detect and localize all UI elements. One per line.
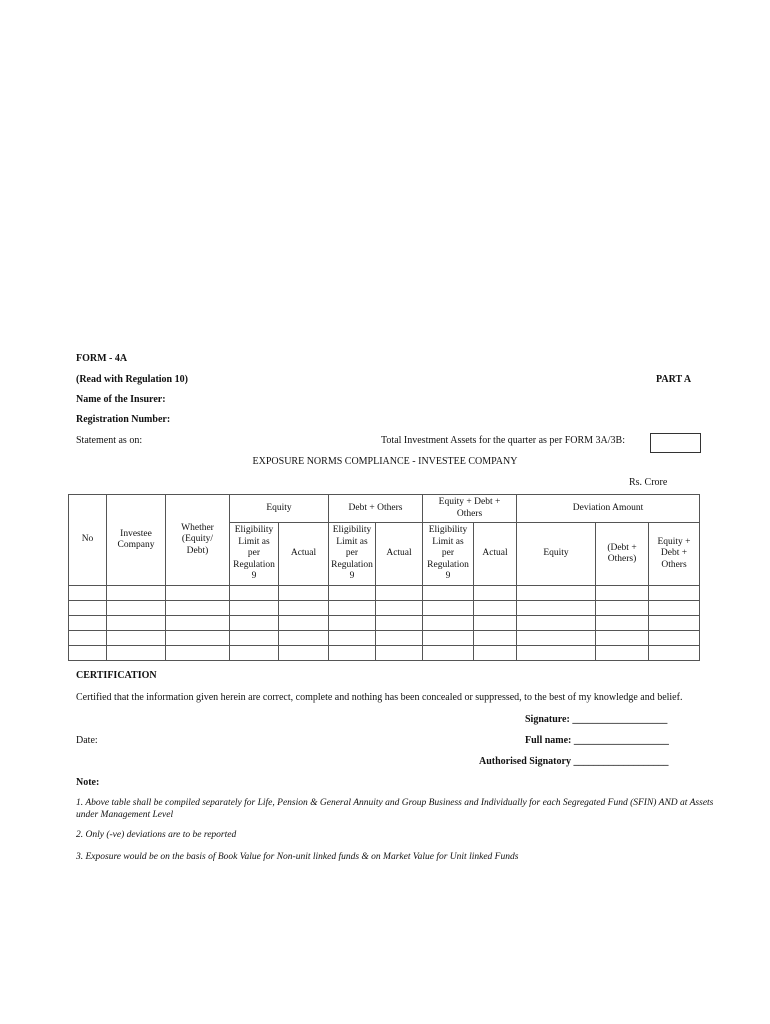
header-group-equity: Equity [230, 495, 329, 523]
table-cell[interactable] [423, 631, 474, 646]
table-cell[interactable] [474, 646, 517, 661]
table-cell[interactable] [517, 631, 596, 646]
header-group-equity-debt-others [423, 495, 517, 523]
note-3: 3. Exposure would be on the basis of Book Value for Non-unit linked funds & on Market Value for Unit linked Funds [76, 852, 519, 862]
note-2: 2. Only (-ve) deviations are to be reported [76, 830, 237, 840]
table-cell[interactable] [649, 646, 700, 661]
table-cell[interactable] [69, 646, 107, 661]
header-eligibility-limit [329, 523, 376, 586]
header-deviation-debt-others [596, 523, 649, 586]
header-text: 9 [251, 571, 257, 582]
table-cell[interactable] [329, 616, 376, 631]
table-cell[interactable] [107, 601, 166, 616]
header-text: Equity + [657, 536, 691, 547]
table-row [69, 616, 700, 631]
table-cell[interactable] [107, 586, 166, 601]
table-cell[interactable] [230, 646, 279, 661]
notes-heading: Note: [76, 777, 100, 788]
table-cell[interactable] [230, 586, 279, 601]
table-cell[interactable] [517, 601, 596, 616]
table-cell[interactable] [69, 601, 107, 616]
header-actual: Actual [474, 523, 517, 586]
header-text: Limit as [432, 536, 464, 547]
note-1: 1. Above table shall be compiled separately for Life, Pension & General Annuity and Group Business and Individually for each Segregated Fund (SFIN) AND at Assets under Management Level [76, 798, 714, 820]
table-cell[interactable] [474, 631, 517, 646]
header-text: Company [117, 540, 155, 550]
table-cell[interactable] [423, 646, 474, 661]
table-cell[interactable] [649, 601, 700, 616]
table-cell[interactable] [69, 616, 107, 631]
header-no: No [69, 495, 107, 586]
header-text: per [441, 548, 455, 559]
signature-line: Signature: ___________________ [525, 714, 668, 725]
header-text: (Debt + [607, 542, 637, 553]
certification-heading: CERTIFICATION [76, 670, 157, 681]
table-row [69, 601, 700, 616]
header-text: Debt) [186, 545, 209, 556]
table-cell[interactable] [596, 631, 649, 646]
header-actual: Actual [376, 523, 423, 586]
table-header-row-1 [69, 495, 700, 523]
statement-date-label: Statement as on: [76, 435, 143, 446]
table-cell[interactable] [649, 616, 700, 631]
header-text: Investee [120, 528, 152, 539]
header-text: Eligibility [428, 525, 468, 536]
table-cell[interactable] [69, 631, 107, 646]
header-text: Regulation [331, 559, 373, 570]
table-cell[interactable] [649, 586, 700, 601]
table-cell[interactable] [376, 646, 423, 661]
table-cell[interactable] [166, 631, 230, 646]
header-text: Others [661, 559, 687, 570]
header-text: Eligibility [234, 525, 274, 536]
header-text: Limit as [238, 536, 270, 547]
table-cell[interactable] [329, 631, 376, 646]
header-eligibility-limit [230, 523, 279, 586]
table-cell[interactable] [166, 646, 230, 661]
header-text: Equity + Debt + [438, 497, 501, 507]
header-text: 9 [349, 571, 355, 582]
table-cell[interactable] [230, 631, 279, 646]
table-cell[interactable] [329, 646, 376, 661]
table-row [69, 586, 700, 601]
table-cell[interactable] [423, 601, 474, 616]
table-cell[interactable] [230, 616, 279, 631]
total-assets-field[interactable] [650, 433, 701, 453]
table-row [69, 646, 700, 661]
header-text: Others) [607, 554, 637, 564]
table-cell[interactable] [279, 601, 329, 616]
table-cell[interactable] [596, 601, 649, 616]
table-cell[interactable] [376, 616, 423, 631]
table-cell[interactable] [376, 601, 423, 616]
table-cell[interactable] [423, 586, 474, 601]
authorised-signatory-line: Authorised Signatory ___________________ [479, 756, 669, 767]
table-cell[interactable] [166, 586, 230, 601]
table-cell[interactable] [474, 601, 517, 616]
table-cell[interactable] [596, 646, 649, 661]
table-cell[interactable] [107, 616, 166, 631]
header-text: (Equity/ [181, 534, 214, 545]
header-investee-company [107, 495, 166, 586]
table-cell[interactable] [279, 586, 329, 601]
header-eligibility-limit [423, 523, 474, 586]
table-cell[interactable] [649, 631, 700, 646]
table-cell[interactable] [107, 646, 166, 661]
table-cell[interactable] [329, 586, 376, 601]
table-cell[interactable] [69, 586, 107, 601]
full-name-line: Full name: ___________________ [525, 735, 669, 746]
table-row [69, 631, 700, 646]
table-cell[interactable] [517, 646, 596, 661]
header-deviation-equity: Equity [517, 523, 596, 586]
header-text: Regulation [233, 559, 275, 570]
header-group-debt-others: Debt + Others [329, 495, 423, 523]
table-cell[interactable] [107, 631, 166, 646]
header-actual: Actual [279, 523, 329, 586]
table-cell[interactable] [376, 586, 423, 601]
regulation-reference: (Read with Regulation 10) [76, 374, 188, 385]
table-cell[interactable] [166, 616, 230, 631]
form-title: FORM - 4A [76, 353, 128, 364]
table-cell[interactable] [423, 616, 474, 631]
table-cell[interactable] [474, 616, 517, 631]
exposure-table [68, 494, 700, 661]
header-text: Debt + [660, 548, 688, 559]
header-text: per [247, 548, 261, 559]
table-cell[interactable] [279, 616, 329, 631]
header-text: Limit as [336, 536, 368, 547]
header-deviation-equity-debt-others [649, 523, 700, 586]
table-cell[interactable] [166, 601, 230, 616]
header-group-deviation-amount: Deviation Amount [517, 495, 700, 523]
table-heading: EXPOSURE NORMS COMPLIANCE - INVESTEE COMPANY [252, 456, 518, 467]
header-text: Whether [181, 522, 214, 533]
total-assets-label: Total Investment Assets for the quarter as per FORM 3A/3B: [381, 435, 625, 446]
table-cell[interactable] [230, 601, 279, 616]
date-label: Date: [76, 735, 98, 746]
header-text: 9 [445, 571, 451, 582]
header-text: per [345, 548, 359, 559]
registration-number-label: Registration Number: [76, 414, 171, 425]
table-cell[interactable] [279, 646, 329, 661]
header-text: Regulation [427, 559, 469, 570]
table-cell[interactable] [517, 586, 596, 601]
table-cell[interactable] [474, 586, 517, 601]
table-cell[interactable] [596, 586, 649, 601]
certification-text: Certified that the information given herein are correct, complete and nothing has been concealed or suppressed, to the best of my knowledge and belief. [76, 692, 683, 703]
insurer-name-label: Name of the Insurer: [76, 394, 166, 405]
table-cell[interactable] [376, 631, 423, 646]
table-cell[interactable] [329, 601, 376, 616]
header-text: Eligibility [332, 525, 372, 536]
table-cell[interactable] [517, 616, 596, 631]
unit-label: Rs. Crore [629, 477, 668, 488]
header-text: Others [456, 508, 483, 519]
header-whether-equity-debt [166, 495, 230, 586]
part-label: PART A [656, 374, 692, 385]
table-cell[interactable] [596, 616, 649, 631]
table-cell[interactable] [279, 631, 329, 646]
